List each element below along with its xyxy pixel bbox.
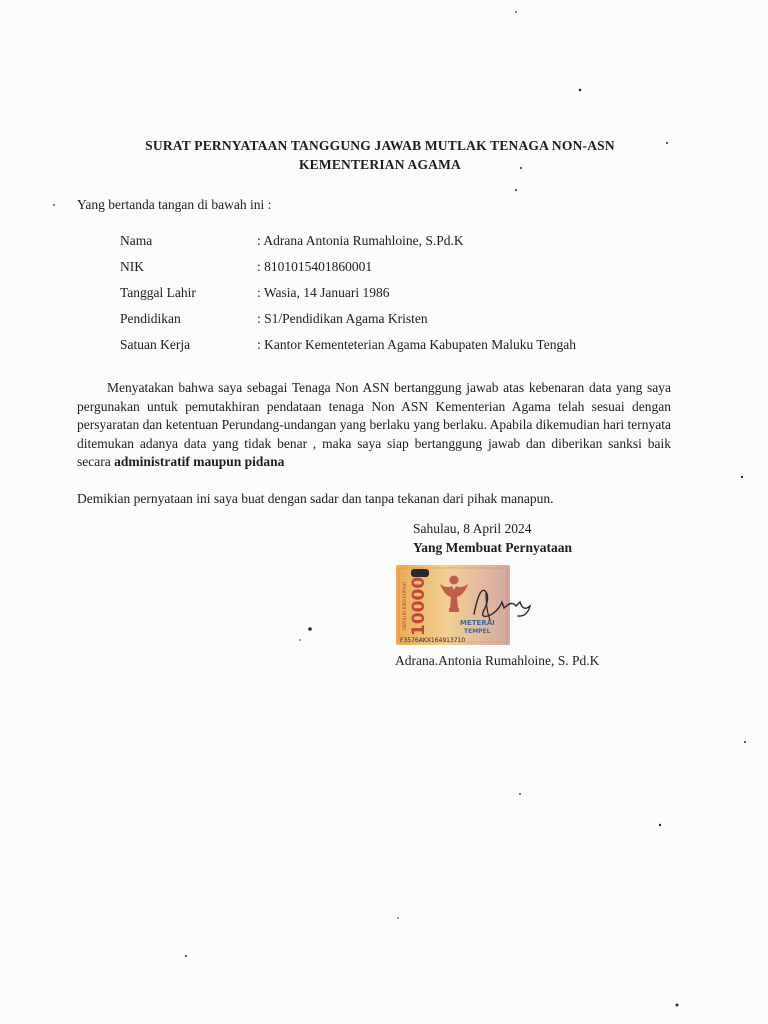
field-value: : Kantor Kementeterian Agama Kabupaten Maluku Tengah (257, 337, 576, 352)
field-value: : Adrana Antonia Rumahloine, S.Pd.K (257, 233, 464, 248)
identity-fields (120, 233, 576, 363)
closing-text: Demikian pernyataan ini saya buat dengan sadar dan tanpa tekanan dari pihak manapun. (77, 491, 554, 506)
field-row-tanggal-lahir (120, 285, 576, 311)
field-label: NIK (120, 259, 144, 274)
stamp-denomination: 10000 (409, 576, 429, 636)
stamp-ink-mark (411, 569, 429, 577)
field-label: Satuan Kerja (120, 337, 191, 352)
field-row-nama (120, 233, 576, 259)
field-value: : S1/Pendidikan Agama Kristen (257, 311, 428, 326)
field-label: Tanggal Lahir (120, 285, 196, 300)
document-title-line1: SURAT PERNYATAAN TANGGUNG JAWAB MUTLAK TENAGA NON-ASN (145, 138, 615, 153)
field-label: Pendidikan (120, 311, 181, 326)
field-value: : 8101015401860001 (257, 259, 373, 274)
statement-paragraph (77, 379, 671, 472)
field-label: Nama (120, 233, 153, 248)
field-row-nik (120, 259, 576, 285)
stamp-label-tempel: TEMPEL (464, 628, 491, 635)
document-title-line2: KEMENTERIAN AGAMA (298, 157, 462, 172)
maker-label: Yang Membuat Pernyataan (413, 540, 572, 555)
statement-text: Menyatakan bahwa saya sebagai Tenaga Non ASN bertanggung jawab atas kebenaran data yang saya pergunakan untuk pemutakhiran pendataan tenaga Non ASN Kementerian Agama telah sesuai dengan persyaratan dan ketentuan Perundang-undangan yang berlaku yang berlaku. Apabila dikemudian hari ternyata ditemukan adanya data yang tidak benar , maka saya siap bertanggung jawab dan diberikan sanksi baik secara (77, 380, 671, 469)
place-date: Sahulau, 8 April 2024 (413, 521, 532, 536)
statement-bold-text: administratif maupun pidana (114, 454, 285, 469)
signer-name: Adrana.Antonia Rumahloine, S. Pd.K (395, 653, 600, 668)
intro-text: Yang bertanda tangan di bawah ini : (77, 197, 272, 212)
stamp-serial: F3576AKX164913710 (400, 637, 466, 644)
stamp-side-text: SEPULUH RIBU RUPIAH (402, 582, 407, 630)
field-value: : Wasia, 14 Januari 1986 (257, 285, 390, 300)
stamp-label-metera: METERAI (460, 619, 495, 627)
field-row-pendidikan (120, 311, 576, 337)
field-row-satuan-kerja (120, 337, 576, 363)
meterai-stamp-with-signature (394, 562, 544, 652)
